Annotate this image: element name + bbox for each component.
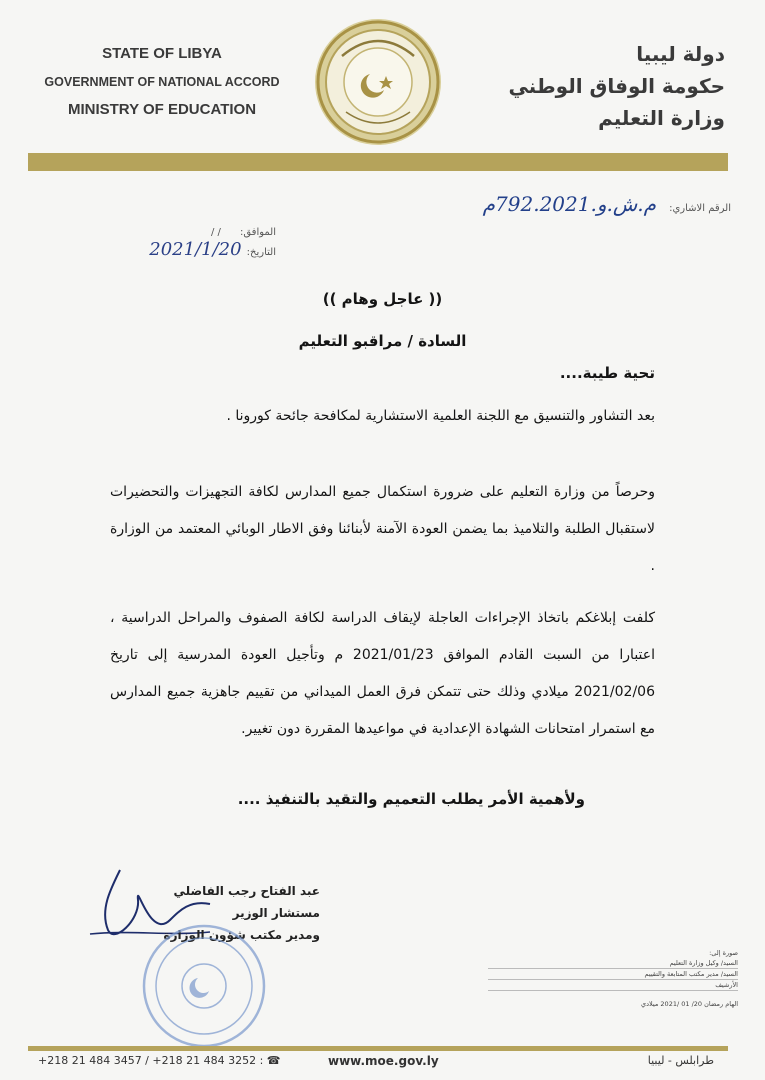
header-ar-line-1: دولة ليبيا — [636, 42, 725, 66]
reference-label: الرقم الاشاري: — [669, 203, 731, 214]
corresponding-value: / / — [210, 227, 221, 238]
paragraph-3: كلفت إبلاغكم باتخاذ الإجراءات العاجلة لإيقاف الدراسة لكافة الصفوف والمراحل الدراسية ، اعتبارا من السبت القادم الموافق 2021/01/23 م وتأجيل العودة المدرسية إلى تاريخ 2021/02/06 ميلادي وذلك حتى تتمكن فرق العمل الميداني من تقييم جاهزية جميع المدارس مع استمرار امتحانات الشهادة الإعدادية في مواعيدها المقررة دون تغيير. — [110, 610, 656, 737]
reference-number — [211, 192, 731, 216]
ministry-stamp-icon — [138, 920, 270, 1052]
cc-heading: صورة إلى: — [709, 949, 738, 957]
footer-divider — [28, 1046, 728, 1051]
paragraph-1: بعد التشاور والتنسيق مع اللجنة العلمية الاستشارية لمكافحة جائحة كورونا . — [226, 408, 655, 424]
header-en-line-1: STATE OF LIBYA — [102, 45, 222, 62]
reference-value: م.ش.و.792.2021م — [482, 192, 657, 216]
cc-item: السيد/ وكيل وزارة التعليم — [488, 958, 738, 969]
header-ar-line-3: وزارة التعليم — [598, 106, 725, 130]
date-value: 2021/1/20 — [149, 239, 242, 260]
signatory-title-2: ومدير مكتب شؤون الوزارة — [163, 928, 320, 942]
closing-line: ولأهمية الأمر يطلب التعميم والتقيد بالتنفيذ .... — [237, 790, 585, 808]
date-label: التاريخ: — [246, 247, 276, 258]
header-en-line-3: MINISTRY OF EDUCATION — [67, 101, 257, 118]
phone-text: +218 21 484 3457 / +218 21 484 3252 : — [38, 1054, 264, 1067]
website-link[interactable]: www.moe.gov.ly — [328, 1054, 439, 1068]
cc-footer: الهام رمضان 20/ 01 /2021 ميلادي — [641, 1000, 738, 1008]
corresponding-label: الموافق: — [239, 227, 276, 238]
signatory-name: عبد الفتاح رجب الفاضلي — [173, 884, 320, 898]
carbon-copy-list — [488, 948, 738, 1009]
phone-icon: ☎ — [266, 1054, 281, 1067]
signatory-title-1: مستشار الوزير — [232, 906, 320, 920]
phone-numbers — [38, 1054, 280, 1067]
urgent-marker: (( عاجل وهام )) — [322, 290, 443, 308]
header-ar-line-2: حكومة الوفاق الوطني — [508, 74, 725, 98]
header-arabic — [485, 38, 725, 134]
date-block — [66, 220, 276, 260]
salutation: السادة / مراقبو التعليم — [298, 332, 467, 350]
paragraph-2: وحرصاً من وزارة التعليم على ضرورة استكمال جميع المدارس لكافة التجهيزات والتحضيرات لاستقبال الطلبة والتلاميذ بما يضمن العودة الآمنة لأبنائنا وفق الاطار الوبائي المعتمد من الوزارة . — [110, 484, 655, 574]
cc-item: الأرشيف — [488, 980, 738, 991]
libya-state-seal-icon — [312, 16, 444, 148]
header-divider — [28, 153, 728, 171]
greeting: تحية طيبة.... — [559, 364, 655, 382]
cc-item: السيد/ مدير مكتب المتابعة والتقييم — [488, 969, 738, 980]
header-english — [22, 40, 302, 124]
page-footer — [28, 1054, 728, 1072]
city: طرابلس - ليبيا — [647, 1054, 714, 1067]
header-en-line-2: GOVERNMENT OF NATIONAL ACCORD — [44, 75, 280, 89]
